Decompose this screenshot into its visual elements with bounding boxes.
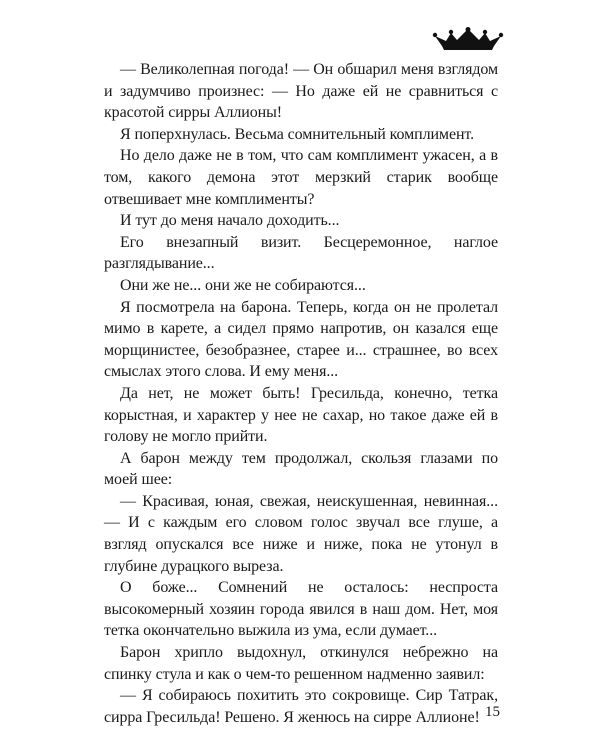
paragraph: Я поперхнулась. Весьма сомнительный комплимент. [120,125,474,143]
paragraph: А барон между тем продолжал, скользя глазами по моей шее: [104,449,498,489]
paragraph: И тут до меня начало доходить... [120,212,340,230]
text-block [104,59,498,728]
paragraph: Барон хрипло выдохнул, откинулся небрежно на спинку стула и как о чем-то решенном надменно заявил: [104,644,498,683]
paragraph: — Великолепная погода! — Он обшарил меня взглядом и задумчиво произнес: — Но даже ей не сравниться с красотой сирры Аллионы! [104,61,498,122]
paragraph: — Я собираюсь похитить это сокровище. Сир Татрак, сирра Гресильда! Решено. Я женюсь на сирре Аллионе! [104,687,498,726]
crown-ornament-icon [430,27,506,53]
paragraph: Да нет, не может быть! Гресильда, конечно, тетка корыстная, и характер у нее не сахар, но такое даже ей в голову не могло прийти. [104,384,498,446]
paragraph: О боже... Сомнений не осталось: неспроста высокомерный хозяин города явился в наш дом. Нет, моя тетка окончательно выжила из ума, если думает... [104,579,498,640]
paragraph: Его внезапный визит. Бесцеремонное, наглое разглядывание... [104,233,498,273]
paragraph: Но дело даже не в том, что сам комплимент ужасен, а в том, какого демона этот мерзкий старик вообще отвешивает мне комплименты? [104,147,498,208]
paragraph: Они же не... они же не собираются... [120,276,366,294]
page-number: 15 [485,704,500,720]
paragraph: Я посмотрела на барона. Теперь, когда он не пролетал мимо в карете, а сидел прямо напротив, он казался еще морщинистее, безобразнее, старее и... страшнее, во всех смыслах этого слова. И ему меня... [104,298,498,381]
paragraph: — Красивая, юная, свежая, неискушенная, невинная... — И с каждым его словом голос звучал все глуше, а взгляд опускался все ниже и ниже, пока не утонул в глубине дурацкого выреза. [104,492,498,575]
